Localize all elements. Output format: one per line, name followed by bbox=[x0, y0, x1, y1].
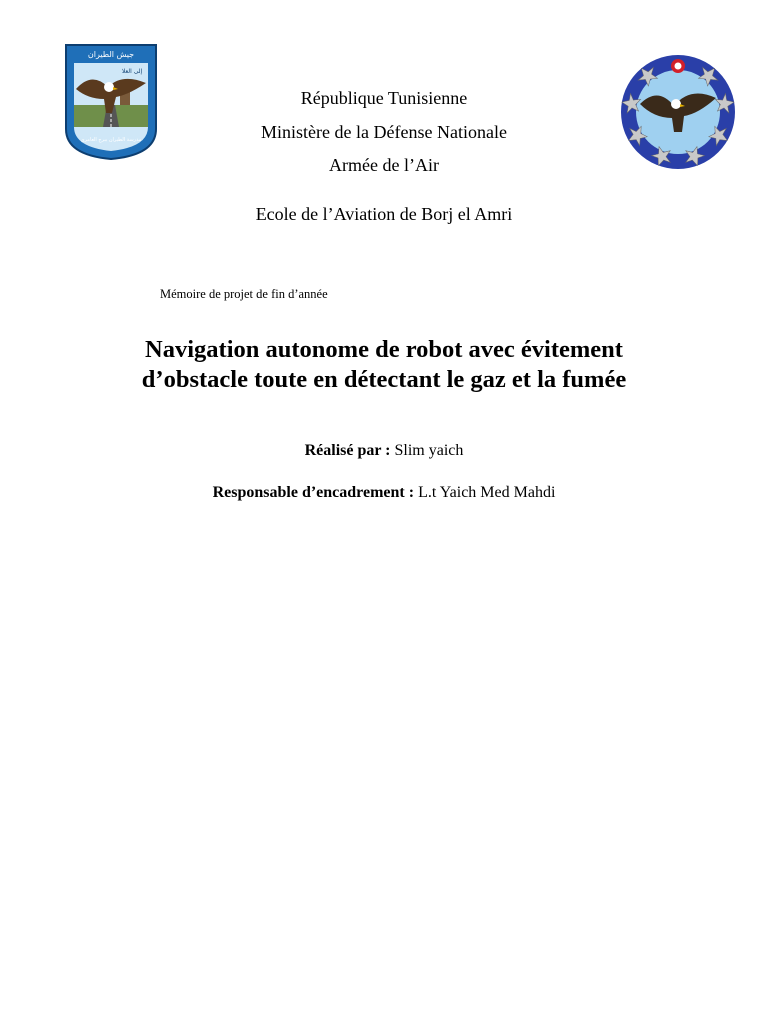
author-name: Slim yaich bbox=[394, 442, 464, 459]
ministry-name: Ministère de la Défense Nationale bbox=[261, 122, 507, 142]
supervisor-label: Responsable d’encadrement : bbox=[212, 484, 415, 501]
shield-banner-text: جيش الطيران bbox=[87, 50, 135, 59]
document-type: Mémoire de projet de fin d’année bbox=[160, 287, 328, 301]
army-name: Armée de l’Air bbox=[329, 155, 439, 175]
project-title-line-2: d’obstacle toute en détectant le gaz et la fumée bbox=[141, 366, 627, 393]
author-label: Réalisé par : bbox=[304, 442, 391, 459]
project-title-line-1: Navigation autonome de robot avec évitement bbox=[145, 336, 623, 363]
shield-footer-text: مدرسة الطيران ببرج العامري bbox=[80, 137, 142, 143]
supervisor-name: L.t Yaich Med Mahdi bbox=[418, 484, 556, 501]
supervisor-line bbox=[0, 483, 768, 503]
author-line bbox=[0, 441, 768, 461]
country-name: République Tunisienne bbox=[300, 88, 468, 108]
school-name: Ecole de l’Aviation de Borj el Amri bbox=[255, 204, 513, 224]
shield-motto-text: إلى العلا bbox=[121, 68, 143, 75]
